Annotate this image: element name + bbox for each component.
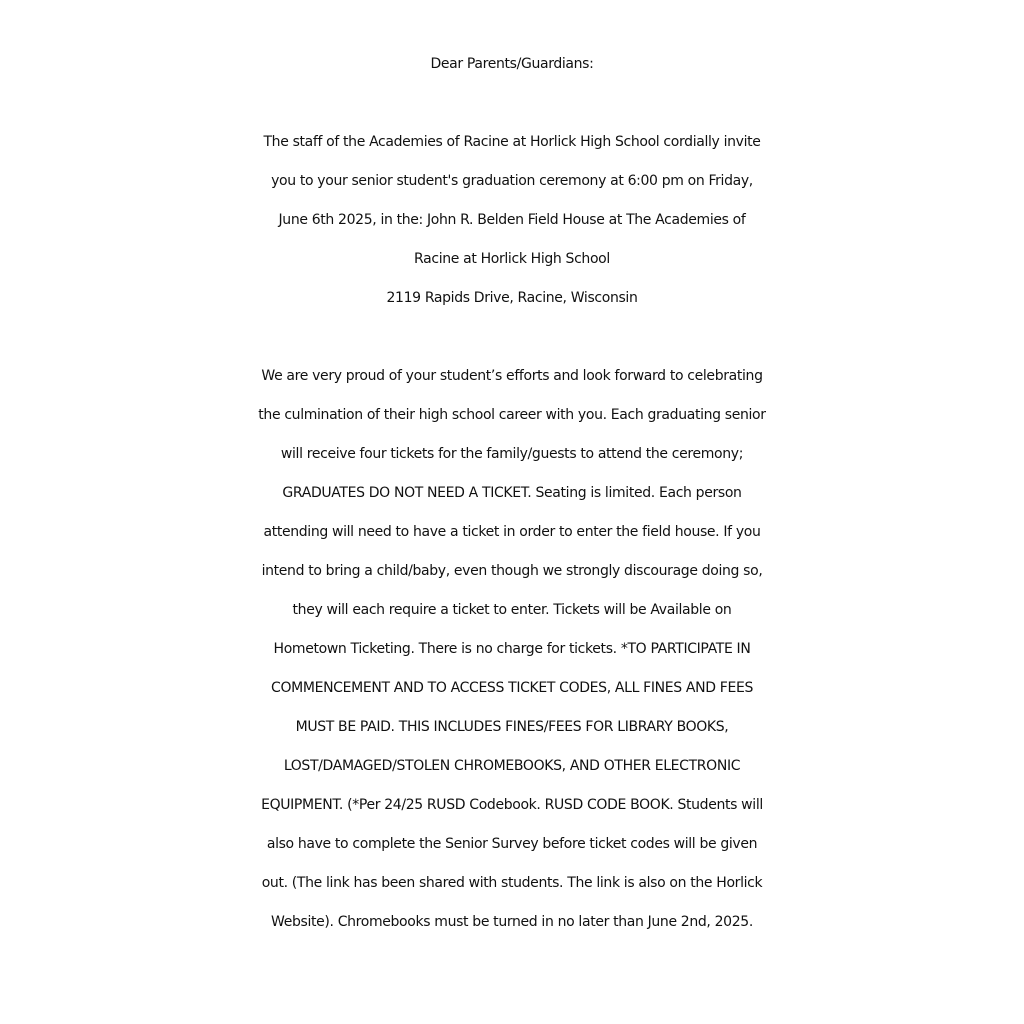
paragraph-line: EQUIPMENT. (*Per 24/25 RUSD Codebook. RUSD CODE BOOK. Students will: [261, 797, 763, 813]
salutation: Dear Parents/Guardians:: [430, 56, 594, 72]
paragraph-line: Hometown Ticketing. There is no charge for tickets. *TO PARTICIPATE IN: [273, 641, 751, 657]
paragraph-line: We are very proud of your student’s efforts and look forward to celebrating: [261, 368, 763, 384]
paragraph-line: intend to bring a child/baby, even though we strongly discourage doing so,: [261, 563, 763, 579]
paragraph-spacer: [0, 318, 1024, 357]
paragraph-line: out. (The link has been shared with students. The link is also on the Horlick: [261, 875, 763, 891]
paragraph-line: LOST/DAMAGED/STOLEN CHROMEBOOKS, AND OTHER ELECTRONIC: [283, 758, 741, 774]
paragraph-line: Racine at Horlick High School: [414, 251, 610, 267]
paragraph-spacer: [0, 84, 1024, 123]
paragraph-line: attending will need to have a ticket in order to enter the field house. If you: [263, 524, 761, 540]
paragraph-line: the culmination of their high school career with you. Each graduating senior: [258, 407, 766, 423]
paragraph-line: they will each require a ticket to enter. Tickets will be Available on: [292, 602, 732, 618]
paragraph-line: GRADUATES DO NOT NEED A TICKET. Seating is limited. Each person: [282, 485, 742, 501]
paragraph-line: COMMENCEMENT AND TO ACCESS TICKET CODES, ALL FINES AND FEES: [271, 680, 753, 696]
paragraph-line: Website). Chromebooks must be turned in no later than June 2nd, 2025.: [271, 914, 753, 930]
invitation-paragraph: [0, 123, 1024, 318]
paragraph-line: The staff of the Academies of Racine at Horlick High School cordially invite: [263, 134, 761, 150]
paragraph-line: will receive four tickets for the family/guests to attend the ceremony;: [280, 446, 744, 462]
paragraph-line: also have to complete the Senior Survey before ticket codes will be given: [266, 836, 758, 852]
letter-body: [0, 45, 1024, 942]
paragraph-line: MUST BE PAID. THIS INCLUDES FINES/FEES FOR LIBRARY BOOKS,: [295, 719, 729, 735]
paragraph-line: June 6th 2025, in the: John R. Belden Field House at The Academies of: [278, 212, 746, 228]
address-line: 2119 Rapids Drive, Racine, Wisconsin: [386, 290, 638, 306]
details-paragraph: [0, 357, 1024, 942]
paragraph-line: you to your senior student's graduation ceremony at 6:00 pm on Friday,: [271, 173, 753, 189]
